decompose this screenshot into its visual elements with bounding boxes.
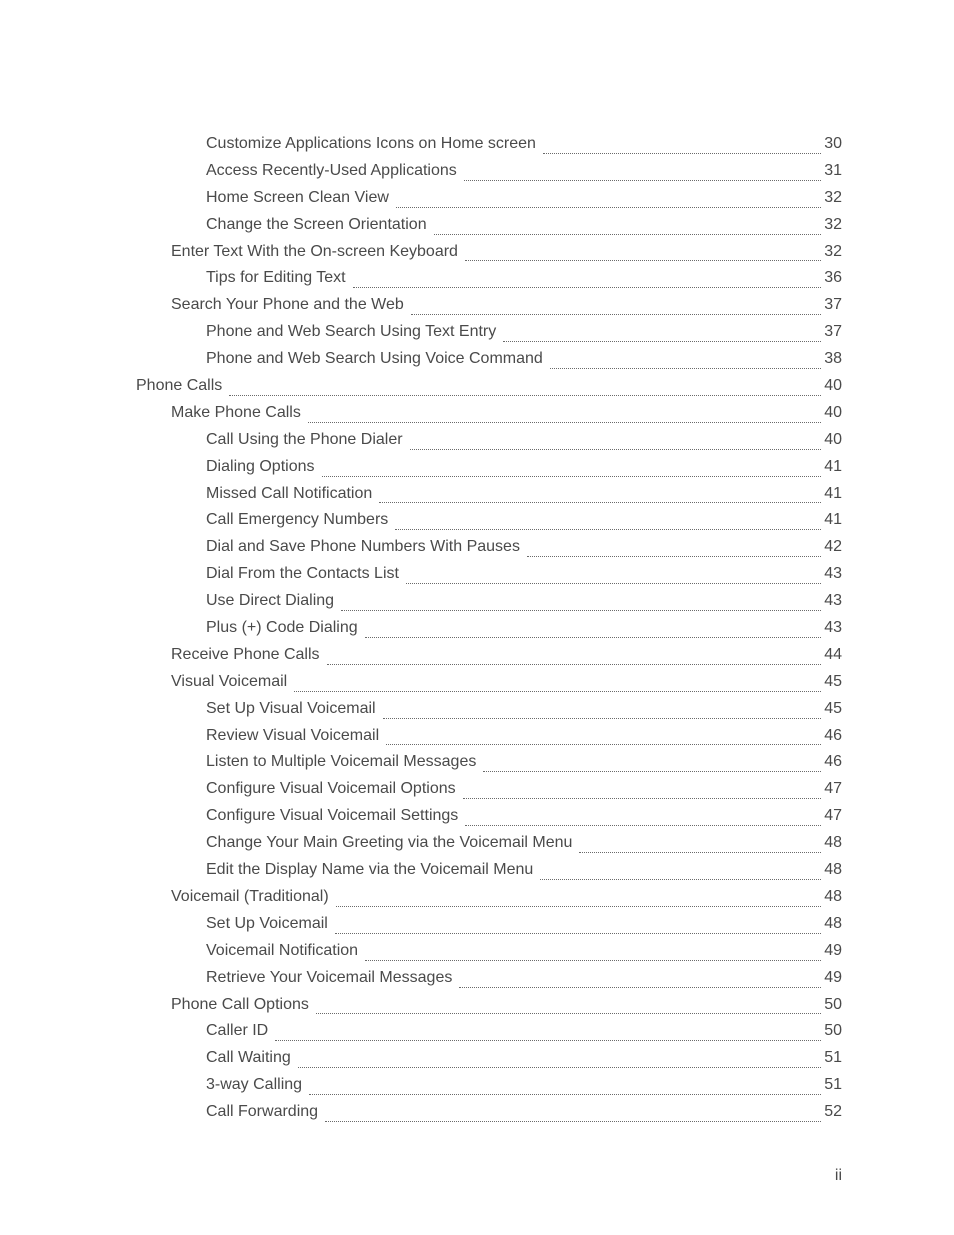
toc-entry[interactable]: [0, 1018, 954, 1045]
toc-entry-title: Change the Screen Orientation: [206, 215, 427, 233]
dot-leader: [322, 475, 822, 477]
toc-entry-title: Customize Applications Icons on Home screen: [206, 135, 536, 152]
toc-entry-page: 48: [824, 887, 842, 905]
toc-entry-title: Phone and Web Search Using Voice Command: [206, 350, 543, 368]
dot-leader: [406, 582, 821, 584]
toc-entry[interactable]: [0, 507, 954, 534]
toc-entry-page: 45: [824, 672, 842, 690]
toc-entry-page: 51: [824, 1076, 842, 1094]
toc-entry[interactable]: [0, 1099, 954, 1126]
toc-entry-page: 40: [824, 377, 842, 395]
dot-leader: [543, 152, 821, 154]
dot-leader: [309, 1093, 821, 1095]
dot-leader: [434, 233, 822, 235]
toc-entry[interactable]: [0, 1072, 954, 1099]
toc-entry[interactable]: [0, 857, 954, 884]
toc-entry-page: 36: [824, 269, 842, 287]
toc-entry-title: Missed Call Notification: [206, 484, 373, 502]
toc-entry[interactable]: [0, 830, 954, 857]
toc-entry[interactable]: [0, 911, 954, 938]
toc-entry[interactable]: [0, 1045, 954, 1072]
toc-entry-title: Dialing Options: [206, 457, 315, 475]
toc-entry-title: Phone and Web Search Using Text Entry: [206, 323, 497, 341]
toc-entry[interactable]: [0, 319, 954, 346]
dot-leader: [411, 313, 821, 315]
toc-entry[interactable]: [0, 642, 954, 669]
toc-entry-page: 47: [824, 780, 842, 798]
toc-entry-title: Set Up Voicemail: [206, 914, 328, 932]
toc-entry-title: Change Your Main Greeting via the Voicemail Menu: [206, 834, 573, 852]
toc-entry[interactable]: [0, 400, 954, 427]
toc-entry[interactable]: [0, 776, 954, 803]
toc-entry-title: Home Screen Clean View: [206, 188, 389, 206]
toc-entry[interactable]: [0, 561, 954, 588]
toc-entry-page: 48: [824, 834, 842, 852]
toc-entry-page: 42: [824, 538, 842, 556]
dot-leader: [483, 770, 821, 772]
dot-leader: [327, 663, 822, 665]
toc-entry[interactable]: [0, 185, 954, 212]
toc-entry-page: 37: [824, 296, 842, 314]
toc-entry-page: 37: [824, 323, 842, 341]
toc-entry-title: Edit the Display Name via the Voicemail Menu: [206, 861, 534, 879]
toc-entry-title: Call Forwarding: [206, 1103, 319, 1121]
toc-entry[interactable]: [0, 723, 954, 750]
toc-entry-title: Listen to Multiple Voicemail Messages: [206, 753, 477, 771]
toc-entry[interactable]: [0, 992, 954, 1019]
toc-entry-page: 48: [824, 914, 842, 932]
toc-entry[interactable]: [0, 265, 954, 292]
toc-entry-title: Configure Visual Voicemail Options: [206, 780, 456, 798]
toc-entry[interactable]: [0, 965, 954, 992]
toc-entry[interactable]: [0, 239, 954, 266]
toc-entry-page: 32: [824, 242, 842, 260]
dot-leader: [336, 905, 822, 907]
dot-leader: [396, 206, 821, 208]
toc-entry[interactable]: [0, 212, 954, 239]
toc-entry-page: 41: [824, 484, 842, 502]
dot-leader: [341, 609, 821, 611]
dot-leader: [308, 421, 821, 423]
toc-entry-title: Enter Text With the On-screen Keyboard: [171, 242, 458, 260]
toc-entry[interactable]: [0, 481, 954, 508]
toc-entry-page: 41: [824, 457, 842, 475]
toc-entry-title: Configure Visual Voicemail Settings: [206, 807, 459, 825]
toc-entry[interactable]: [0, 427, 954, 454]
toc-entry-page: 43: [824, 565, 842, 583]
toc-entry-title: Tips for Editing Text: [206, 269, 346, 287]
toc-entry[interactable]: [0, 292, 954, 319]
dot-leader: [325, 1120, 821, 1122]
toc-entry[interactable]: [0, 669, 954, 696]
toc-entry-page: 32: [824, 215, 842, 233]
toc-entry-page: 32: [824, 188, 842, 206]
toc-entry-title: Search Your Phone and the Web: [171, 296, 404, 314]
toc-entry-title: Make Phone Calls: [171, 403, 301, 421]
toc-entry-title: Set Up Visual Voicemail: [206, 699, 376, 717]
toc-entry[interactable]: [0, 615, 954, 642]
dot-leader: [503, 340, 821, 342]
dot-leader: [383, 717, 822, 719]
dot-leader: [365, 636, 822, 638]
toc-entry-title: Call Emergency Numbers: [206, 511, 389, 529]
dot-leader: [294, 690, 821, 692]
toc-entry-page: 52: [824, 1103, 842, 1121]
dot-leader: [459, 986, 821, 988]
toc-entry[interactable]: [0, 346, 954, 373]
toc-entry[interactable]: [0, 373, 954, 400]
dot-leader: [463, 797, 822, 799]
dot-leader: [550, 367, 821, 369]
dot-leader: [465, 824, 821, 826]
toc-entry[interactable]: [0, 131, 954, 158]
toc-entry[interactable]: [0, 588, 954, 615]
toc-entry-title: Use Direct Dialing: [206, 592, 335, 610]
dot-leader: [316, 1012, 821, 1014]
dot-leader: [335, 932, 821, 934]
toc-entry[interactable]: [0, 749, 954, 776]
toc-entry-page: 49: [824, 941, 842, 959]
toc-entry-title: Plus (+) Code Dialing: [206, 619, 358, 637]
toc-entry-page: 40: [824, 403, 842, 421]
toc-entry-page: 50: [824, 1022, 842, 1040]
toc-entry-page: 41: [824, 511, 842, 529]
toc-entry-page: 40: [824, 430, 842, 448]
toc-entry-page: 49: [824, 968, 842, 986]
toc-entry-page: 31: [824, 161, 842, 179]
toc-entry-title: Call Waiting: [206, 1049, 291, 1067]
toc-entry-page: 46: [824, 753, 842, 771]
toc-entry-page: 43: [824, 592, 842, 610]
toc-entry-title: Dial and Save Phone Numbers With Pauses: [206, 538, 520, 556]
dot-leader: [395, 528, 821, 530]
toc-entry-page: 45: [824, 699, 842, 717]
toc-entry-title: Caller ID: [206, 1022, 269, 1040]
dot-leader: [365, 959, 821, 961]
toc-entry-page: 44: [824, 645, 842, 663]
toc-entry-page: 50: [824, 995, 842, 1013]
toc-entry-page: 47: [824, 807, 842, 825]
toc-entry-title: Visual Voicemail: [171, 672, 288, 690]
toc-entry-title: 3-way Calling: [206, 1076, 303, 1094]
toc-entry-title: Call Using the Phone Dialer: [206, 430, 403, 448]
toc-entry[interactable]: [0, 803, 954, 830]
dot-leader: [386, 743, 821, 745]
toc-entry[interactable]: [0, 534, 954, 561]
toc-entry-title: Access Recently-Used Applications: [206, 161, 457, 179]
dot-leader: [275, 1039, 821, 1041]
page-number: ii: [834, 1167, 842, 1184]
dot-leader: [298, 1066, 821, 1068]
toc-entry-title: Voicemail (Traditional): [171, 887, 329, 905]
toc-entry-title: Dial From the Contacts List: [206, 565, 399, 583]
dot-leader: [353, 286, 822, 288]
toc-entry-title: Phone Call Options: [171, 995, 309, 1013]
toc-entry-title: Receive Phone Calls: [171, 645, 320, 663]
dot-leader: [579, 851, 821, 853]
toc-entry[interactable]: [0, 696, 954, 723]
toc-entry[interactable]: [0, 158, 954, 185]
dot-leader: [464, 179, 821, 181]
dot-leader: [379, 501, 821, 503]
table-of-contents: [0, 131, 954, 1126]
toc-entry[interactable]: [0, 938, 954, 965]
toc-entry-title: Phone Calls: [136, 377, 223, 395]
toc-entry[interactable]: [0, 454, 954, 481]
dot-leader: [540, 878, 821, 880]
dot-leader: [527, 555, 821, 557]
toc-entry-page: 46: [824, 726, 842, 744]
dot-leader: [465, 259, 821, 261]
toc-entry-title: Review Visual Voicemail: [206, 726, 380, 744]
dot-leader: [410, 448, 822, 450]
toc-entry-title: Voicemail Notification: [206, 941, 359, 959]
dot-leader: [229, 394, 821, 396]
toc-entry-page: 30: [824, 135, 842, 152]
toc-entry-page: 48: [824, 861, 842, 879]
toc-entry-title: Retrieve Your Voicemail Messages: [206, 968, 453, 986]
toc-entry-page: 51: [824, 1049, 842, 1067]
toc-entry[interactable]: [0, 884, 954, 911]
toc-entry-page: 38: [824, 350, 842, 368]
toc-entry-page: 43: [824, 619, 842, 637]
